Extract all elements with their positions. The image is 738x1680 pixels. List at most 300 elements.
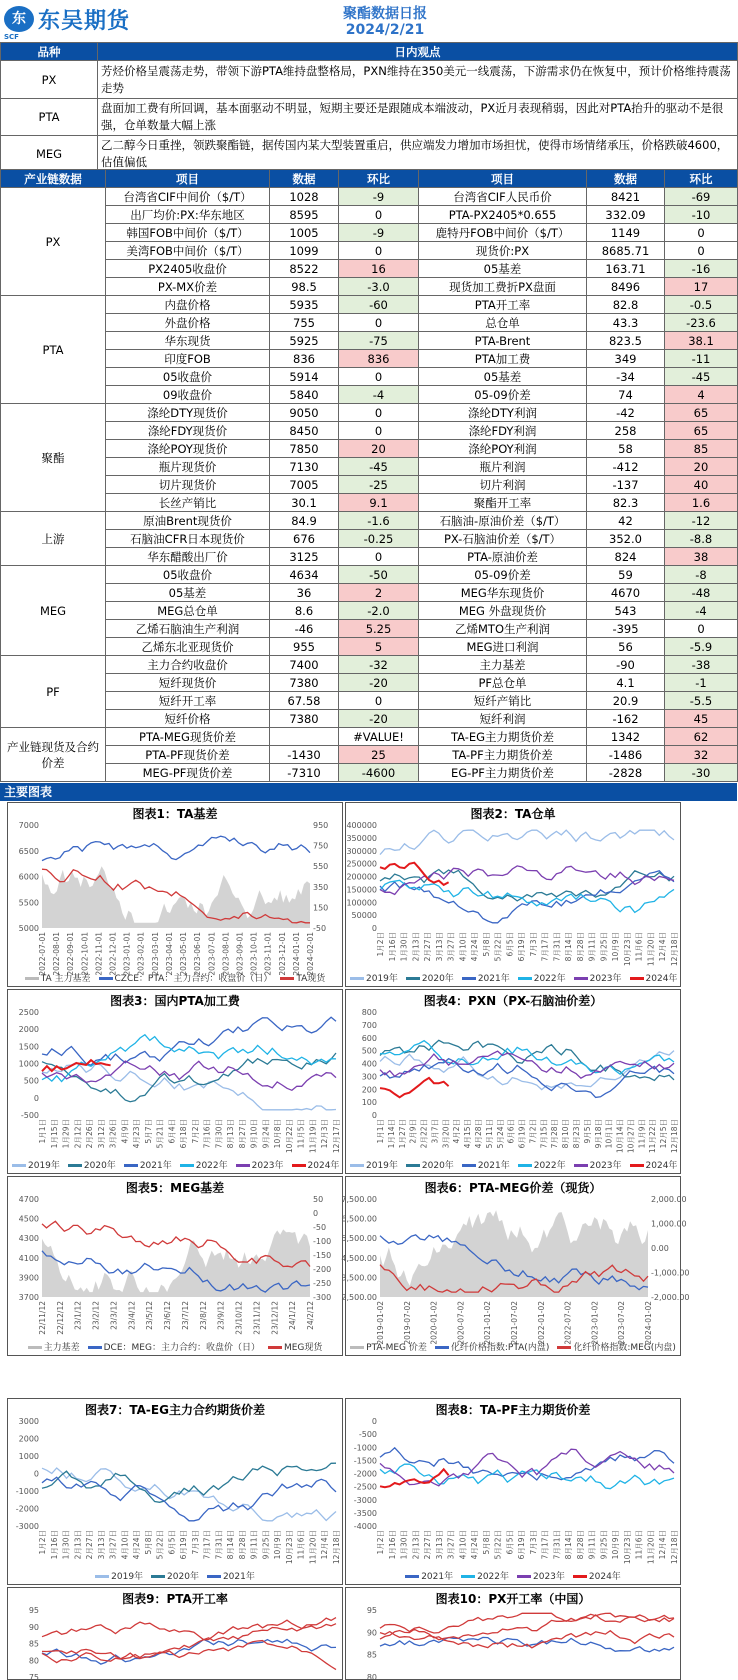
y2-tick-label: 2,000.00	[651, 1195, 687, 1204]
change-cell: -48	[665, 584, 738, 602]
x-tick-label: 2022-01-02	[536, 1301, 546, 1345]
value-cell: 332.09	[587, 206, 665, 224]
value-cell: 163.71	[587, 260, 665, 278]
change-cell: 0	[339, 242, 419, 260]
data-row	[1, 728, 738, 746]
item-cell: 总仓单	[419, 314, 587, 332]
x-tick-label: 9月25日	[599, 1530, 609, 1560]
change-cell: 16	[339, 260, 419, 278]
item-cell: 外盘价格	[106, 314, 270, 332]
y2-tick-label: 1,000.00	[651, 1219, 687, 1229]
x-tick-label: 3月27日	[446, 1530, 456, 1560]
x-tick-label: 2月9日	[408, 1119, 418, 1144]
legend-entry	[405, 1572, 453, 1582]
value-cell: 8496	[587, 278, 665, 296]
overview-variety: MEG	[1, 136, 98, 173]
x-tick-label: 1月30日	[61, 1530, 71, 1560]
legend-label: 2024年	[645, 1161, 678, 1171]
item-cell: 05基差	[419, 260, 587, 278]
data-row	[1, 242, 738, 260]
series-line	[380, 830, 674, 854]
value-cell: 7400	[270, 656, 339, 674]
legend-entry	[350, 1343, 427, 1353]
change-cell: -20	[339, 710, 419, 728]
change-cell: 0	[665, 620, 738, 638]
x-tick-label: 2023-06-01	[193, 932, 203, 976]
value-cell: 824	[587, 548, 665, 566]
x-tick-label: 5月22日	[155, 1530, 165, 1560]
x-tick-label: 2023-11-01	[263, 932, 273, 976]
x-tick-label: 2023-03-01	[150, 932, 160, 976]
change-cell: 45	[665, 710, 738, 728]
company-name: 东吴期货	[38, 9, 131, 34]
x-tick-label: 6月19日	[179, 1530, 189, 1560]
x-tick-label: 2023-04-01	[164, 932, 174, 976]
value-cell: 4.1	[587, 674, 665, 692]
legend-entry	[518, 1161, 566, 1171]
y-tick-label: -500	[358, 1430, 377, 1440]
y-tick-label: 90	[366, 1628, 377, 1638]
x-tick-label: 6月4日	[167, 1119, 177, 1144]
chart-legend	[8, 1569, 342, 1582]
change-cell: 65	[665, 404, 738, 422]
x-tick-label: 8月23日	[572, 1119, 581, 1149]
x-tick-label: 1月2日	[376, 932, 385, 957]
item-cell: 05-09价差	[419, 386, 587, 404]
item-cell: 涤纶POY利润	[419, 440, 587, 458]
x-tick-label: 2021-01-02	[483, 1301, 493, 1345]
value-cell: -46	[270, 620, 339, 638]
value-cell: -90	[587, 656, 665, 674]
y-tick-label: 85	[28, 1639, 39, 1649]
item-cell: 短纤现货价	[106, 674, 270, 692]
value-cell: 58	[587, 440, 665, 458]
change-cell: -45	[339, 458, 419, 476]
value-cell: 43.3	[587, 314, 665, 332]
y-tick-label: 5000	[18, 924, 39, 933]
change-cell: -45	[665, 368, 738, 386]
overview-text: 乙二醇今日重挫，领跌聚酯链，据传国内某大型装置重启，供应端发力增加市场担忧，使得市场情绪承压，价格跌破4600，估值偏低	[98, 136, 738, 173]
change-cell: 0	[339, 422, 419, 440]
item-cell: PTA-PF现货价差	[106, 746, 270, 764]
x-tick-label: 6月6日	[506, 1119, 516, 1144]
value-cell: 1342	[587, 728, 665, 746]
legend-swatch	[268, 1346, 282, 1349]
chart-title: 图表5：MEG基差	[125, 1181, 225, 1195]
legend-label: 化纤价格指数:MEG(内盘)	[573, 1343, 676, 1353]
legend-entry	[557, 1343, 675, 1353]
item-cell: 瓶片现货价	[106, 458, 270, 476]
col-change-2: 环比	[665, 170, 738, 188]
value-cell: 82.8	[587, 296, 665, 314]
item-cell: 瓶片利润	[419, 458, 587, 476]
x-tick-label: 23/2/12	[91, 1301, 101, 1330]
data-row	[1, 656, 738, 674]
legend-swatch	[518, 977, 532, 980]
x-tick-label: 5月7日	[143, 1119, 153, 1144]
y-tick-label: 80	[366, 1673, 377, 1680]
category-cell: MEG	[1, 566, 106, 656]
x-tick-label: 23/12/12	[270, 1301, 280, 1335]
x-tick-label: 2020-07-02	[456, 1301, 466, 1345]
x-tick-label: 2022-11-01	[94, 932, 104, 976]
legend-label: PTA-MEG 价差	[366, 1343, 427, 1353]
legend-entry	[68, 1161, 116, 1171]
item-cell: 石脑油-原油价差（$/T）	[419, 512, 587, 530]
x-tick-label: 9月18日	[593, 1119, 603, 1149]
legend-swatch	[518, 1164, 532, 1167]
legend-label: 2020年	[83, 1161, 116, 1171]
x-tick-label: 2021-07-02	[510, 1301, 519, 1345]
item-cell: 内盘价格	[106, 296, 270, 314]
legend-label: 2019年	[111, 1572, 144, 1582]
y-tick-label: 3000	[18, 1417, 39, 1426]
x-tick-label: 4月9日	[120, 1119, 130, 1144]
legend-label: 主力基差	[43, 1343, 80, 1353]
x-tick-label: 4月15日	[463, 1119, 473, 1149]
col-value: 数据	[270, 170, 339, 188]
x-tick-label: 7月28日	[550, 1119, 560, 1149]
data-row	[1, 332, 738, 350]
y2-tick-label: 550	[313, 862, 329, 872]
legend-label: 2021年	[477, 974, 510, 984]
value-cell: -412	[587, 458, 665, 476]
x-tick-label: 22/11/12	[38, 1301, 47, 1335]
change-cell: 0	[339, 404, 419, 422]
x-tick-label: 1月1日	[376, 1119, 385, 1144]
item-cell: 美湾FOB中间价（$/T）	[106, 242, 270, 260]
data-row	[1, 710, 738, 728]
change-cell: 5	[339, 638, 419, 656]
x-tick-label: 9月24日	[261, 1119, 271, 1149]
legend-swatch	[462, 977, 476, 980]
y-tick-label: 2,500.00	[341, 1293, 377, 1302]
value-cell: -1486	[587, 746, 665, 764]
value-cell: 5914	[270, 368, 339, 386]
value-cell: 8685.71	[587, 242, 665, 260]
series-line	[380, 1051, 674, 1078]
x-tick-label: 3月7日	[430, 1119, 440, 1144]
chart-panel	[345, 989, 681, 1174]
change-cell: 17	[665, 278, 738, 296]
x-tick-label: 12月5日	[659, 1119, 669, 1149]
item-cell: 乙烯MTO生产利润	[419, 620, 587, 638]
legend-label: MEG现货	[283, 1343, 323, 1353]
x-tick-label: 7月2日	[528, 1119, 538, 1144]
x-tick-label: 7月17日	[202, 1530, 212, 1560]
x-tick-label: 4月2日	[452, 1119, 462, 1144]
y-tick-label: -1000	[15, 1487, 39, 1496]
item-cell: 韩国FOB中间价（$/T）	[106, 224, 270, 242]
legend-entry	[95, 1572, 143, 1582]
legend-swatch	[462, 1164, 476, 1167]
value-cell: 67.58	[270, 692, 339, 710]
data-row	[1, 512, 738, 530]
legend-swatch	[292, 1164, 306, 1167]
value-cell: 30.1	[270, 494, 339, 512]
y2-tick-label: -2,000.00	[651, 1293, 690, 1302]
item-cell: PX2405收盘价	[106, 260, 270, 278]
legend-label: 2023年	[533, 1572, 565, 1582]
report-title: 聚酯数据日报	[343, 6, 427, 22]
change-cell: 62	[665, 728, 738, 746]
item-cell: 乙烯东北亚现货价	[106, 638, 270, 656]
y-tick-label: 0	[33, 1093, 39, 1103]
chart-title: 图表6：PTA-MEG价差（现货）	[424, 1181, 602, 1195]
item-cell: PTA加工费	[419, 350, 587, 368]
data-row	[1, 224, 738, 242]
value-cell: -34	[587, 368, 665, 386]
data-row	[1, 764, 738, 782]
y-tick-label: -2500	[353, 1482, 377, 1492]
legend-entry	[350, 974, 398, 984]
y-tick-label: 4500	[18, 1214, 39, 1224]
value-cell: 1028	[270, 188, 339, 206]
x-tick-label: 10月27日	[626, 1119, 636, 1154]
data-row	[1, 440, 738, 458]
legend-entry	[435, 1343, 549, 1353]
y-tick-label: -2000	[353, 1469, 377, 1479]
chart-plot	[346, 1606, 680, 1679]
change-cell: -60	[339, 296, 419, 314]
series-line	[42, 836, 310, 860]
series-line	[380, 1464, 674, 1489]
x-tick-label: 7月3日	[190, 1530, 200, 1555]
data-row	[1, 314, 738, 332]
x-tick-label: 2019-01-02	[376, 1301, 385, 1345]
series-line	[380, 871, 674, 923]
item-cell: 华东醋酸出厂价	[106, 548, 270, 566]
legend-swatch	[557, 1346, 571, 1349]
y-tick-label: -4000	[353, 1522, 377, 1531]
category-cell: PF	[1, 656, 106, 728]
item-cell: MEG总仓单	[106, 602, 270, 620]
legend-label: CZCE：PTA：主力合约：收盘价（日）	[114, 974, 273, 984]
change-cell: 20	[665, 458, 738, 476]
overview-row	[1, 61, 738, 99]
change-cell: -3.0	[339, 278, 419, 296]
series-line	[380, 1051, 674, 1090]
y2-tick-label: 950	[313, 821, 329, 830]
change-cell: -50	[339, 566, 419, 584]
x-tick-label: 7月15日	[539, 1119, 549, 1149]
item-cell: 05收盘价	[106, 566, 270, 584]
item-cell: PTA-MEG现货价差	[106, 728, 270, 746]
x-tick-label: 4月10日	[120, 1530, 130, 1560]
y-tick-label: 95	[28, 1606, 39, 1615]
chart-panel	[345, 1398, 681, 1585]
x-tick-label: 9月11日	[249, 1530, 259, 1560]
y-tick-label: 100	[361, 1098, 377, 1108]
item-cell: 华东现货	[106, 332, 270, 350]
legend-entry	[88, 1343, 260, 1353]
chart-panel	[7, 1398, 343, 1585]
chart-title: 图表8：TA-PF主力期货价差	[435, 1403, 591, 1417]
x-tick-label: 11月20日	[646, 1530, 656, 1565]
x-tick-label: 3月12日	[96, 1119, 106, 1149]
change-cell: 0	[339, 368, 419, 386]
value-cell: 74	[587, 386, 665, 404]
company-logo	[4, 6, 154, 41]
change-cell: -1	[665, 674, 738, 692]
item-cell: 切片现货价	[106, 476, 270, 494]
x-tick-label: 23/11/12	[252, 1301, 262, 1335]
y-tick-label: 4700	[18, 1195, 39, 1204]
item-cell: PTA-原油价差	[419, 548, 587, 566]
x-tick-label: 8月14日	[564, 1530, 574, 1560]
x-tick-label: 2月27日	[423, 1530, 433, 1560]
legend-swatch	[435, 1346, 449, 1349]
item-cell: 出厂均价:PX:华东地区	[106, 206, 270, 224]
chart-title: 图表7：TA-EG主力合约期货价差	[85, 1403, 265, 1417]
chart-legend	[346, 1569, 680, 1582]
data-row	[1, 602, 738, 620]
change-cell: 85	[665, 440, 738, 458]
overview-text: 盘面加工费有所回调，基本面驱动不明显，短期主要还是跟随成本端波动，PX近月表现稍弱，因此对PTA抬升的驱动不是很强，仓单数量大幅上涨	[98, 99, 738, 136]
legend-label: 2022年	[195, 1161, 228, 1171]
item-cell: 台湾省CIF人民币价	[419, 188, 587, 206]
y-tick-label: 300	[361, 1072, 377, 1082]
legend-label: 2024年	[307, 1161, 340, 1171]
data-row	[1, 350, 738, 368]
chart-plot	[341, 1195, 690, 1355]
y-tick-label: 5,500.00	[341, 1234, 377, 1244]
series-line	[380, 866, 674, 895]
chart-plot	[346, 1008, 680, 1173]
chart-title: 图表4：PXN（PX-石脑油价差）	[423, 994, 603, 1008]
x-tick-label: 2022-08-01	[52, 932, 62, 976]
item-cell: MEG进口利润	[419, 638, 587, 656]
change-cell: -25	[339, 476, 419, 494]
col-value-2: 数据	[587, 170, 665, 188]
change-cell: 0	[339, 692, 419, 710]
y-tick-label: -3500	[353, 1508, 377, 1518]
x-tick-label: 2023-01-02	[590, 1301, 600, 1345]
x-tick-label: 1月14日	[386, 1119, 396, 1149]
y-tick-label: -3000	[353, 1495, 377, 1505]
legend-entry	[350, 1161, 398, 1171]
y-tick-label: 2000	[18, 1025, 39, 1035]
x-tick-label: 12月4日	[658, 1530, 668, 1560]
data-row	[1, 296, 738, 314]
x-tick-label: 2月26日	[85, 1119, 95, 1149]
y-tick-label: 1000	[18, 1452, 39, 1461]
legend-entry	[25, 974, 91, 984]
chart-panel	[7, 1176, 343, 1356]
industry-data-table	[0, 169, 738, 782]
x-tick-label: 7月16日	[202, 1119, 212, 1149]
x-tick-label: 6月19日	[517, 1119, 527, 1149]
x-tick-label: 11月5日	[296, 1119, 306, 1149]
category-cell: 产业链现货及合约价差	[1, 728, 106, 782]
x-tick-label: 8月10日	[561, 1119, 571, 1149]
chart-legend	[8, 1340, 342, 1353]
chart-panel	[345, 802, 681, 987]
x-tick-label: 23/10/12	[234, 1301, 244, 1335]
chart-plot	[8, 1417, 342, 1584]
value-cell: 836	[270, 350, 339, 368]
change-cell: 20	[339, 440, 419, 458]
legend-entry	[207, 1572, 255, 1582]
chart-panel	[341, 1176, 690, 1356]
y2-tick-label: 350	[313, 882, 329, 892]
data-row	[1, 494, 738, 512]
x-tick-label: 2月12日	[73, 1119, 83, 1149]
series-line	[42, 1641, 336, 1670]
x-tick-label: 2024-01-02	[644, 1301, 653, 1345]
x-tick-label: 7月3日	[528, 932, 538, 957]
logo-mark-icon: 东	[4, 6, 34, 32]
overview-table	[0, 42, 738, 173]
item-cell: EG-PF主力期货价差	[419, 764, 587, 782]
change-cell: -2.0	[339, 602, 419, 620]
y-tick-label: 1000	[18, 1059, 39, 1069]
y-tick-label: 6000	[18, 872, 39, 882]
x-tick-label: 10月9日	[611, 932, 621, 962]
x-tick-label: 9月11日	[587, 1530, 597, 1560]
value-cell: 42	[587, 512, 665, 530]
legend-label: TA 主力基差	[40, 974, 91, 984]
item-cell: 主力合约收盘价	[106, 656, 270, 674]
x-tick-label: 2023-02-01	[136, 932, 146, 976]
x-tick-label: 11月19日	[308, 1119, 318, 1154]
value-cell: 3125	[270, 548, 339, 566]
data-row	[1, 638, 738, 656]
change-cell: -4	[339, 386, 419, 404]
x-tick-label: 23/6/12	[163, 1301, 173, 1330]
legend-entry	[462, 974, 510, 984]
value-cell: -2828	[587, 764, 665, 782]
item-cell: 聚酯开工率	[419, 494, 587, 512]
item-cell: 05-09价差	[419, 566, 587, 584]
legend-swatch	[574, 1164, 588, 1167]
value-cell: 20.9	[587, 692, 665, 710]
data-row	[1, 206, 738, 224]
x-tick-label: 1月30日	[399, 1530, 409, 1560]
value-cell: 9050	[270, 404, 339, 422]
value-cell: -395	[587, 620, 665, 638]
data-row	[1, 476, 738, 494]
y-tick-label: 0	[371, 1111, 377, 1120]
y-tick-label: 3700	[18, 1293, 39, 1302]
x-tick-label: 8月28日	[575, 1530, 585, 1560]
data-row	[1, 188, 738, 206]
item-cell: 短纤开工率	[106, 692, 270, 710]
legend-swatch	[99, 977, 113, 980]
category-cell: 上游	[1, 512, 106, 566]
legend-swatch	[574, 977, 588, 980]
value-cell: 8450	[270, 422, 339, 440]
legend-entry	[236, 1161, 284, 1171]
chart-legend	[346, 1158, 680, 1171]
x-tick-label: 7月17日	[540, 1530, 550, 1560]
x-tick-label: 5月24日	[495, 1119, 505, 1149]
x-tick-label: 2019-07-02	[402, 1301, 412, 1345]
legend-entry	[406, 974, 454, 984]
value-cell: 36	[270, 584, 339, 602]
change-cell: 0	[339, 314, 419, 332]
x-tick-label: 2月27日	[85, 1530, 95, 1560]
y2-tick-label: -300	[313, 1293, 332, 1302]
y-tick-label: 80	[28, 1656, 39, 1666]
series-line	[42, 1477, 336, 1521]
x-tick-label: 7月31日	[214, 1530, 224, 1560]
legend-swatch	[630, 1164, 644, 1167]
x-tick-label: 5月21日	[155, 1119, 165, 1149]
x-tick-label: 2024-02-01	[306, 932, 315, 976]
item-cell: 05收盘价	[106, 368, 270, 386]
change-cell: 0	[339, 548, 419, 566]
